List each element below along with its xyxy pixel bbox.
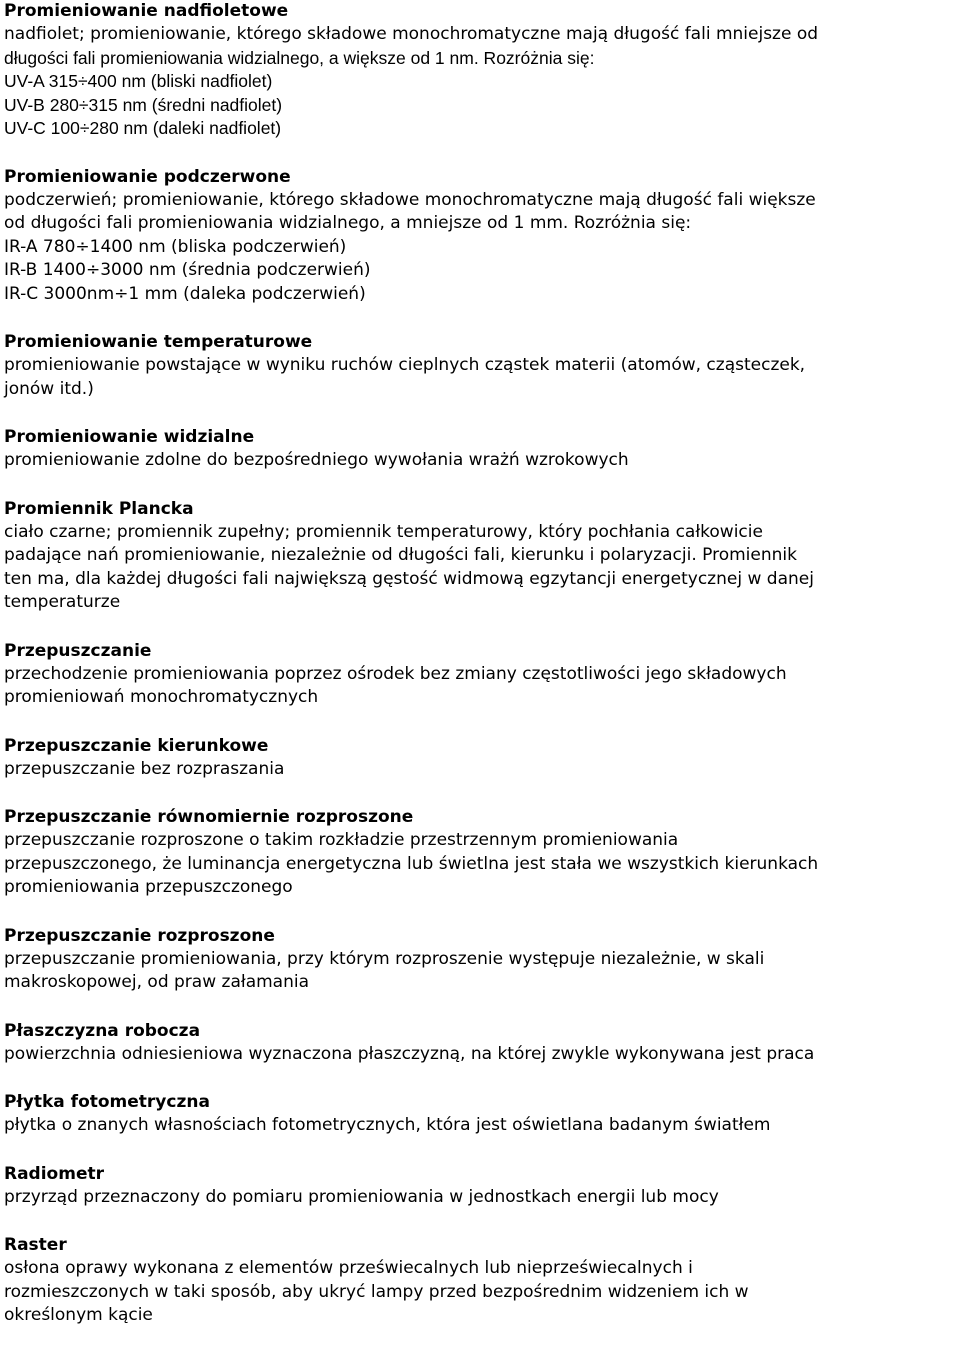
glossary-entry (4, 1163, 956, 1210)
definition-line: osłona oprawy wykonana z elementów przeświecalnych lub nieprzeświecalnych i (4, 1258, 693, 1278)
entry-definition (4, 1114, 956, 1138)
definition-line: powierzchnia odniesieniowa wyznaczona płaszczyzną, na której zwykle wykonywana jest praca (4, 1043, 815, 1064)
entry-definition (4, 23, 956, 141)
glossary-entry (4, 806, 956, 900)
glossary-entry (4, 925, 956, 995)
definition-line: UV-B 280÷315 nm (średni nadfiolet) (4, 94, 283, 115)
glossary-entry (4, 1020, 956, 1067)
entry-definition (4, 354, 956, 401)
definition-line: długości fali promieniowania widzialnego, a większe od 1 nm. Rozróżnia się: (4, 47, 595, 68)
definition-line: płytka o znanych własnościach fotometrycznych, która jest oświetlana badanym światłem (4, 1115, 771, 1135)
entry-term: Przepuszczanie równomiernie rozproszone (4, 807, 414, 827)
entry-term: Radiometr (4, 1163, 104, 1184)
glossary-entry (4, 426, 956, 473)
definition-line: promieniowań monochromatycznych (4, 687, 319, 707)
entry-term: Przepuszczanie rozproszone (4, 925, 275, 946)
definition-line: IR-C 3000nm÷1 mm (daleka podczerwień) (4, 283, 366, 304)
definition-line: podczerwień; promieniowanie, którego składowe monochromatyczne mają długość fali większe (4, 189, 816, 210)
glossary-entry (4, 735, 956, 782)
definition-line: rozmieszczonych w taki sposób, aby ukryć lampy przed bezpośrednim widzeniem ich w (4, 1281, 749, 1302)
glossary-entry (4, 0, 956, 141)
entry-definition (4, 1186, 956, 1210)
entry-definition (4, 1043, 956, 1067)
definition-line: jonów itd.) (4, 378, 94, 399)
definition-line: przyrząd przeznaczony do pomiaru promieniowania w jednostkach energii lub mocy (4, 1186, 719, 1207)
definition-line: nadfiolet; promieniowanie, którego składowe monochromatyczne mają długość fali mniejsze od (4, 24, 819, 44)
entry-term: Płaszczyzna robocza (4, 1020, 201, 1041)
entry-definition (4, 758, 956, 782)
definition-line: UV-A 315÷400 nm (bliski nadfiolet) (4, 71, 273, 91)
entry-definition (4, 189, 956, 307)
entry-term: Promiennik Plancka (4, 498, 194, 519)
glossary-entry (4, 498, 956, 615)
glossary-entry (4, 1234, 956, 1328)
definition-line: makroskopowej, od praw załamania (4, 972, 310, 992)
entry-definition (4, 1257, 956, 1328)
entry-definition (4, 449, 956, 473)
entry-definition (4, 948, 956, 995)
entry-term: Promieniowanie temperaturowe (4, 332, 313, 352)
definition-line: IR-A 780÷1400 nm (bliska podczerwień) (4, 236, 347, 257)
definition-line: przechodzenie promieniowania poprzez ośrodek bez zmiany częstotliwości jego składowych (4, 663, 787, 684)
definition-line: padające nań promieniowanie, niezależnie od długości fali, kierunku i polaryzacji. Promiennik (4, 545, 797, 565)
entry-term: Przepuszczanie (4, 640, 152, 661)
entry-term: Raster (4, 1235, 67, 1255)
definition-line: przepuszczanie promieniowania, przy którym rozproszenie występuje niezależnie, w skali (4, 948, 765, 969)
entry-term: Płytka fotometryczna (4, 1092, 210, 1112)
definition-line: przepuszczanie bez rozpraszania (4, 758, 285, 779)
entry-term: Promieniowanie podczerwone (4, 166, 291, 187)
glossary-entry (4, 640, 956, 710)
definition-line: określonym kącie (4, 1305, 153, 1325)
definition-line: od długości fali promieniowania widzialnego, a mniejsze od 1 mm. Rozróżnia się: (4, 213, 692, 233)
glossary-entry (4, 166, 956, 307)
definition-line: przepuszczonego, że luminancja energetyczna lub świetlna jest stała we wszystkich kierunkach (4, 853, 819, 874)
glossary-entry (4, 331, 956, 401)
definition-line: ciało czarne; promiennik zupełny; promiennik temperaturowy, który pochłania całkowicie (4, 521, 763, 542)
definition-line: promieniowania przepuszczonego (4, 877, 293, 897)
definition-line: UV-C 100÷280 nm (daleki nadfiolet) (4, 118, 282, 138)
entry-definition (4, 663, 956, 710)
entry-definition (4, 521, 956, 615)
definition-line: promieniowanie zdolne do bezpośredniego wywołania wrażń wzrokowych (4, 450, 629, 470)
definition-line: ten ma, dla każdej długości fali największą gęstość widmową egzytancji energetycznej w danej (4, 568, 814, 589)
entry-definition (4, 829, 956, 900)
glossary-page (4, 0, 956, 1353)
entry-term: Promieniowanie widzialne (4, 427, 255, 447)
definition-line: temperaturze (4, 592, 121, 612)
entry-term: Promieniowanie nadfioletowe (4, 1, 289, 21)
definition-line: IR-B 1400÷3000 nm (średnia podczerwień) (4, 260, 371, 280)
definition-line: promieniowanie powstające w wyniku ruchów cieplnych cząstek materii (atomów, cząsteczek, (4, 355, 806, 375)
glossary-entry (4, 1091, 956, 1138)
entry-term: Przepuszczanie kierunkowe (4, 735, 269, 756)
definition-line: przepuszczanie rozproszone o takim rozkładzie przestrzennym promieniowania (4, 830, 679, 850)
